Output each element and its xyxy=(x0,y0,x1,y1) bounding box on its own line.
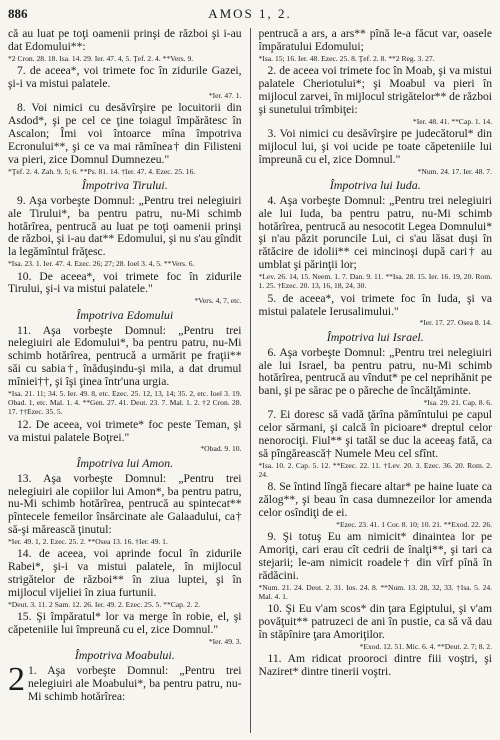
chapter-start-verse xyxy=(8,661,242,704)
cross-references: *Ier. 49. 1, 2. Ezec. 25. 2. **Osea 13. 16. †Ier. 49. 1. xyxy=(8,537,168,547)
cross-references: *Ţef. 2. 4. Zah. 9. 5; 6. **Ps. 81. 14. †Ier. 47. 4. Ezec. 25. 16. xyxy=(8,166,196,176)
cross-references: *Isa. 23. 1. Ier. 47. 4. Ezec. 26; 27; 28. Ioel 3. 4, 5. **Vers. 6. xyxy=(8,259,195,269)
cross-references: *Obad. 9. 10. xyxy=(200,444,242,454)
verse-paragraph: pentrucă a ars, a ars** pînă le-a făcut var, oasele împăratului Edomului; xyxy=(258,28,493,53)
verse-paragraph: 5. de aceea*, voi trimete foc în Iuda, şi va mistui palatele Ierusalimului." xyxy=(258,291,493,318)
verse-paragraph: 2. de aceea voi trimete foc în Moab, şi va mistui palatele Cheriotului*; şi Moabul va pieri în mijlocul zarvei, în mijlocul strigătelor** de război şi sunetului trîmbiţei: xyxy=(258,64,493,116)
verse-paragraph: 9. Aşa vorbeşte Domnul: „Pentru trei nelegiuiri ale Tirului*, ba pentru patru, nu-Mi schimb hotărîrea, pentrucă au luat pe toţi oamenii prinşi de război, şi i-au dat** Edomului, şi nu s'au gîndit la legămîntul frăţesc. xyxy=(8,193,242,259)
cross-references: *Isa. 10. 2. Cap. 5. 12. **Ezec. 22. 11. †Lev. 20. 3. Ezec. 36. 20. Rom. 2. 24. xyxy=(258,461,493,480)
verse-paragraph: 13. Aşa vorbeşte Domnul: „Pentru trei nelegiuiri ale copiilor lui Amon*, ba pentru patru, nu-Mi schimb hotărîrea, pentrucă au spintecat** pîntecele femeilor însărcinate ale Galaadului, ca† să-şi mărească ţinutul: xyxy=(8,471,242,537)
verse-paragraph: 10. De aceea*, voi trimete foc în zidurile Tirului, şi-i va mistui palatele." xyxy=(8,269,242,296)
cross-references: *2 Cron. 28. 18. Isa. 14. 29. Ier. 47. 4, 5. Ţef. 2. 4. **Vers. 9. xyxy=(8,53,194,63)
verse-paragraph: 6. Aşa vorbeşte Domnul: „Pentru trei nelegiuiri ale lui Israel, ba pentru patru, nu-Mi schimb hotărîrea, pentrucă au vîndut* pe cel neprihănit pe bani, şi pe sărac pe o păreche de încălţăminte. xyxy=(258,345,493,398)
section-heading: Împotriva Edomului xyxy=(76,307,174,322)
verse-paragraph: 11. Am ridicat prooroci dintre fiii voştri, şi Naziret* dintre tinerii voştri. xyxy=(258,652,493,679)
cross-references: *Isa. 15; 16. Ier. 48. Ezec. 25. 8. Ţef. 2. 8. **2 Reg. 3. 27. xyxy=(258,53,435,63)
verse-paragraph: 9. Şi totuş Eu am nimicit* dinaintea lor pe Amoriţi, cari erau cît cedrii de înalţi**, şi tari ca stejarii; le-am nimicit roadele† din vîrf pînă în rădăcini. xyxy=(258,530,493,583)
verse-paragraph: 7. de aceea*, voi trimete foc în zidurile Gazei, şi-i va mistui palatele. xyxy=(8,64,242,90)
verse-paragraph: 8. Se întind lîngă fiecare altar* pe haine luate ca zălog**, şi beau în casa dumnezeilor lor amenda celor osîndiţi de ei. xyxy=(258,480,493,520)
cross-references: *Ier. 48. 41. **Cap. 1. 14. xyxy=(412,116,493,126)
page-header xyxy=(8,6,492,24)
cross-references: *Isa. 29. 21. Cap. 8. 6. xyxy=(423,398,493,408)
verse-paragraph: 8. Voi nimici cu desăvîrşire pe locuitorii din Asdod*, şi pe cel ce ţine toiagul împărătesc în Ascalon; Îmi voi întoarce mîna împotriva Ecronului**, şi ce va mai rămînea† din Filisteni va pieri, zice Domnul Dumnezeu." xyxy=(8,101,242,166)
cross-references: *Vers. 4, 7, etc. xyxy=(194,296,242,306)
section-heading: Împotriva lui Amon. xyxy=(76,455,174,470)
section-heading: Împotriva lui Israel. xyxy=(326,329,424,344)
cross-references: *Deut. 3. 11. 2 Sam. 12. 26. Ier. 49. 2. Ezec. 25. 5. **Cap. 2. 2. xyxy=(8,600,201,610)
verse-paragraph: 15. Şi împăratul* lor va merge în robie, el, şi căpeteniile lui împreună cu el, zice Domnul." xyxy=(8,610,242,637)
verse-paragraph: 10. Şi Eu v'am scos* din ţara Egiptului, şi v'am povăţuit** patruzeci de ani în pustie, ca să vă dau în stăpînire ţara Amoriţilor. xyxy=(258,602,493,642)
verse-paragraph: că au luat pe toţi oamenii prinşi de război şi i-au dat Edomului**: xyxy=(8,28,242,53)
cross-references: *Ier. 49. 3. xyxy=(208,637,242,647)
cross-references: *Ier. 17. 27. Osea 8. 14. xyxy=(419,318,493,328)
right-column xyxy=(259,28,493,733)
section-heading: Împotriva lui Iuda. xyxy=(329,177,421,192)
chapter-drop-number: 2 xyxy=(8,661,25,699)
cross-references: *Ezec. 23. 41. 1 Cor. 8. 10; 10. 21. **Exod. 22. 26. xyxy=(336,520,493,530)
verse-text: 1. Aşa vorbeşte Domnul: „Pentru trei nelegiuiri ale Moabului*, ba pentru patru, nu-Mi schimb hotărîrea: xyxy=(28,664,242,704)
left-column xyxy=(8,28,242,733)
cross-references: *Isa. 21. 11; 34. 5. Ier. 49. 8, etc. Ezec. 25. 12, 13, 14; 35. 2, etc. Ioel 3. 19. Obad. 1, etc. Mal. 1. 4. **Gen. 27. 41. Deut. 23. 7. Mal. 1. 2. †2 Cron. 28. 17. ††Ezec. 35. 5. xyxy=(8,389,242,417)
verse-paragraph: 7. Ei doresc să vadă ţărîna pămîntului pe capul celor sărmani, şi calcă în picioare* dreptul celor nenorociţi. Fiul** şi tatăl se duc la aceeaş fată, ca să pîngărească† Numele Meu cel sfînt. xyxy=(258,408,493,461)
cross-references: *Num. 21. 24. Deut. 2. 31. Ios. 24. 8. **Num. 13. 28, 32, 33. †Isa. 5. 24. Mal. 4. 1. xyxy=(258,583,493,602)
verse-paragraph: 11. Aşa vorbeşte Domnul: „Pentru trei nelegiuiri ale Edomului*, ba pentru patru, nu-Mi schimb hotărîrea, pentrucă a urmărit pe fraţii** săi cu sabia†, înăduşindu-şi mila, a dat drumul mîniei††, şi îşi ţinea într'una urgia. xyxy=(8,323,242,389)
column-divider xyxy=(250,28,251,733)
cross-references: *Num. 24. 17. Ier. 48. 7. xyxy=(417,166,493,176)
section-heading: Împotriva Moabului. xyxy=(74,648,175,663)
page-number: 886 xyxy=(8,6,28,21)
verse-paragraph: 12. De aceea, voi trimete* foc peste Teman, şi va mistui palatele Boţrei." xyxy=(8,417,242,444)
verse-paragraph: 3. Voi nimici cu desăvîrşire pe judecătorul* din mijlocul lui, şi voi ucide pe toate căpeteniile lui împreună cu el, zice Domnul." xyxy=(258,126,493,166)
running-title: AMOS 1, 2. xyxy=(208,6,292,21)
verse-paragraph: 4. Aşa vorbeşte Domnul: „Pentru trei nelegiuiri ale lui Iuda, ba pentru patru, nu-Mi schimb hotărîrea, pentrucă au nesocotit Legea Domnului* şi n'au păzit poruncile Lui, ci s'au lăsat duşi în rătăcire de idolii** cei mincinoşi după cari† au umblat şi părinţii lor; xyxy=(258,193,493,272)
section-heading: Împotriva Tirului. xyxy=(81,177,168,192)
verse-paragraph: 14. de aceea, voi aprinde focul în zidurile Rabei*, şi-i va mistui palatele, în mijlocul strigătelor de război** în ziua luptei, şi în mijlocul vijeliei în ziua furtunii. xyxy=(8,547,242,600)
cross-references: *Lev. 26. 14, 15. Neem. 1. 7. Dan. 9. 11. **Isa. 28. 15. Ier. 16. 19, 20. Rom. 1. 25. †Ezec. 20. 13, 16, 18, 24, 30. xyxy=(258,272,493,291)
cross-references: *Ier. 47. 1. xyxy=(208,90,242,100)
cross-references: *Exod. 12. 51. Mic. 6. 4. **Deut. 2. 7; 8. 2. xyxy=(359,642,493,652)
